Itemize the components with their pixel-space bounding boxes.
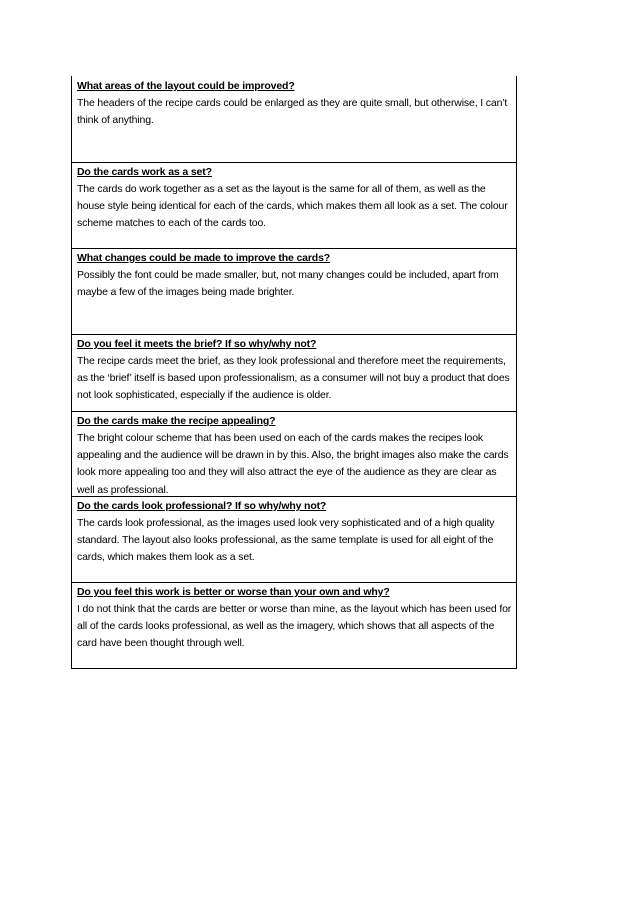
evaluation-table [71,76,517,669]
question-heading: Do you feel this work is better or worse than your own and why? [77,586,390,598]
evaluation-row [72,76,516,162]
answer-text: The recipe cards meet the brief, as they look professional and therefore meet the requirements, as the ‘brief’ itself is based upon professionalism, as a consumer will not buy a product that does not look sophisticated, especially if the audience is older. [77,355,510,402]
question-heading: What areas of the layout could be improved? [77,80,295,92]
answer-text: I do not think that the cards are better or worse than mine, as the layout which has been used for all of the cards looks professional, as well as the imagery, which shows that all aspects of the card have been thought through well. [77,603,512,650]
evaluation-row [72,411,516,496]
evaluation-row [72,582,516,668]
answer-text: Possibly the font could be made smaller, but, not many changes could be included, apart from maybe a few of the images being made brighter. [77,269,499,299]
question-heading: Do the cards make the recipe appealing? [77,415,276,427]
answer-text: The headers of the recipe cards could be enlarged as they are quite small, but otherwise, I can’t think of anything. [77,97,508,127]
evaluation-row [72,334,516,411]
question-heading: What changes could be made to improve the cards? [77,252,331,264]
question-heading: Do the cards look professional? If so why/why not? [77,500,327,512]
question-heading: Do you feel it meets the brief? If so why/why not? [77,338,317,350]
evaluation-row [72,248,516,334]
answer-text: The cards look professional, as the images used look very sophisticated and of a high quality standard. The layout also looks professional, as the same template is used for all eight of the cards, which makes them look as a set. [77,517,495,564]
evaluation-row [72,162,516,248]
question-heading: Do the cards work as a set? [77,166,212,178]
evaluation-row [72,496,516,582]
answer-text: The cards do work together as a set as the layout is the same for all of them, as well as the house style being identical for each of the cards, which makes them all look as a set. The colour scheme matches to each of the cards too. [77,183,508,230]
answer-text: The bright colour scheme that has been used on each of the cards makes the recipes look appealing and the audience will be drawn in by this. Also, the bright images also make the cards look more appealing too and they will also attract the eye of the audience as they are clear as well as professional. [77,432,509,496]
